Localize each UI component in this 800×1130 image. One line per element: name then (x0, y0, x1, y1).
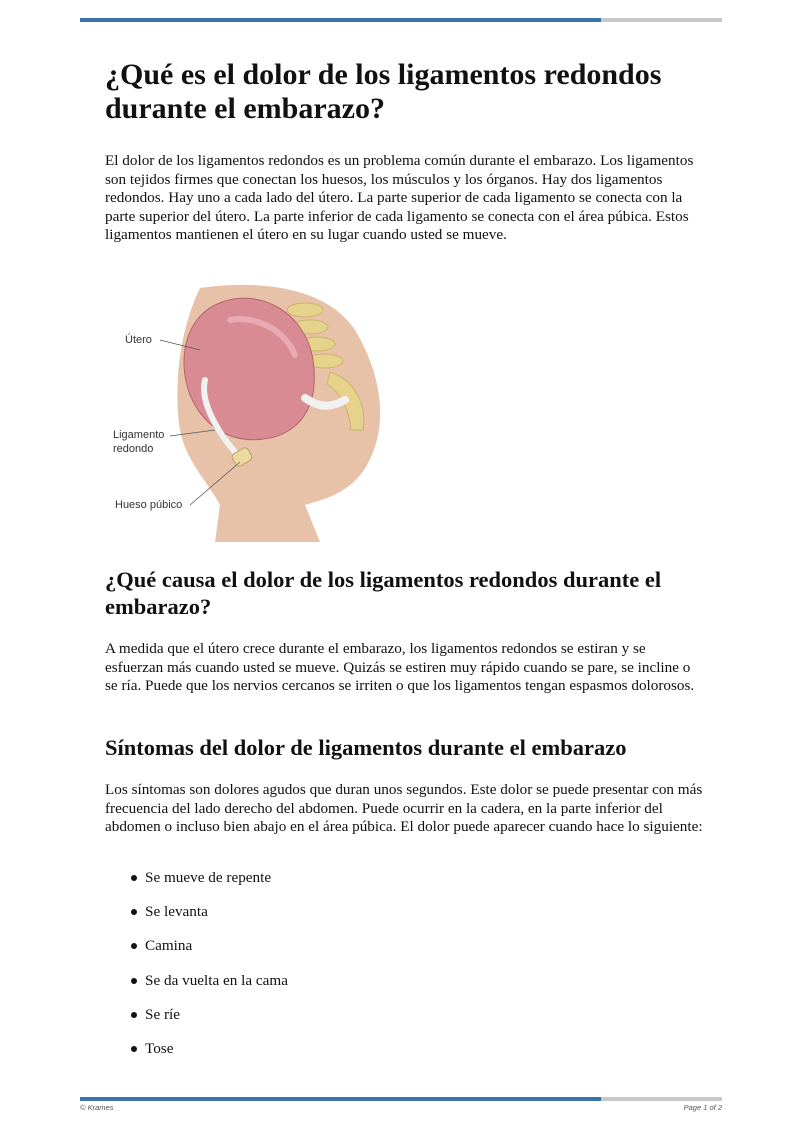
list-item-text: Se levanta (145, 903, 208, 921)
bullet-icon (131, 943, 137, 949)
page-title: ¿Qué es el dolor de los ligamentos redondos durante el embarazo? (105, 58, 662, 125)
label-utero: Útero (125, 334, 152, 346)
top-divider-bar (80, 18, 722, 22)
causes-paragraph: A medida que el útero crece durante el embarazo, los ligamentos redondos se estiran y se esfuerzan más cuando usted se mueve. Quizás se estiren muy rápido cuando se pare, se incline o se ría. Puede que los nervios cercanos se irriten o que los ligamentos tengan espasmos dolorosos. (105, 640, 695, 694)
section-heading-causes: ¿Qué causa el dolor de los ligamentos redondos durante el embarazo? (105, 567, 662, 619)
list-item-text: Camina (145, 937, 193, 955)
list-item (105, 866, 288, 900)
bullet-icon (131, 1012, 137, 1018)
list-item (105, 969, 288, 1003)
symptoms-paragraph: Los síntomas son dolores agudos que duran unos segundos. Este dolor se puede presentar con más frecuencia del lado derecho del abdomen. Puede ocurrir en la cadera, en la parte inferior del abdomen o incluso bien abajo en el área púbica. El dolor puede aparecer cuando hace lo siguiente: (105, 781, 703, 835)
anatomy-illustration (105, 280, 395, 542)
list-item (105, 934, 288, 968)
bullet-icon (131, 909, 137, 915)
label-ligamento-2: redondo (113, 443, 154, 455)
list-item (105, 1037, 288, 1071)
list-item (105, 1003, 288, 1037)
list-item-text: Se ríe (145, 1005, 181, 1023)
bullet-icon (131, 875, 137, 881)
list-item-text: Tose (145, 1039, 174, 1057)
top-divider-gray (601, 18, 722, 22)
section-heading-symptoms: Síntomas del dolor de ligamentos durante el embarazo (105, 735, 627, 760)
label-hueso-pubico: Hueso púbico (115, 499, 183, 511)
bottom-divider-blue (80, 1097, 601, 1101)
intro-paragraph: El dolor de los ligamentos redondos es un problema común durante el embarazo. Los ligamentos son tejidos firmes que conectan los huesos, los músculos y los órganos. Hay dos ligamentos redondos. Hay uno a cada lado del útero. La parte superior de cada ligamento se conecta con la parte superior del útero. La parte inferior de cada ligamento se conecta con el área púbica. Estos ligamentos mantienen el útero en su lugar cuando usted se mueve. (105, 152, 694, 243)
list-item (105, 900, 288, 934)
symptom-trigger-list (105, 866, 288, 1071)
label-ligamento-1: Ligamento (113, 429, 165, 441)
bottom-divider-bar (80, 1097, 722, 1101)
footer-copyright: © Krames (80, 1103, 114, 1112)
list-item-text: Se mueve de repente (145, 869, 272, 886)
list-item-text: Se da vuelta en la cama (145, 971, 288, 989)
bullet-icon (131, 978, 137, 984)
footer-page-number: Page 1 of 2 (683, 1103, 722, 1112)
top-divider-blue (80, 18, 601, 22)
bullet-icon (131, 1046, 137, 1052)
bottom-divider-gray (601, 1097, 722, 1101)
